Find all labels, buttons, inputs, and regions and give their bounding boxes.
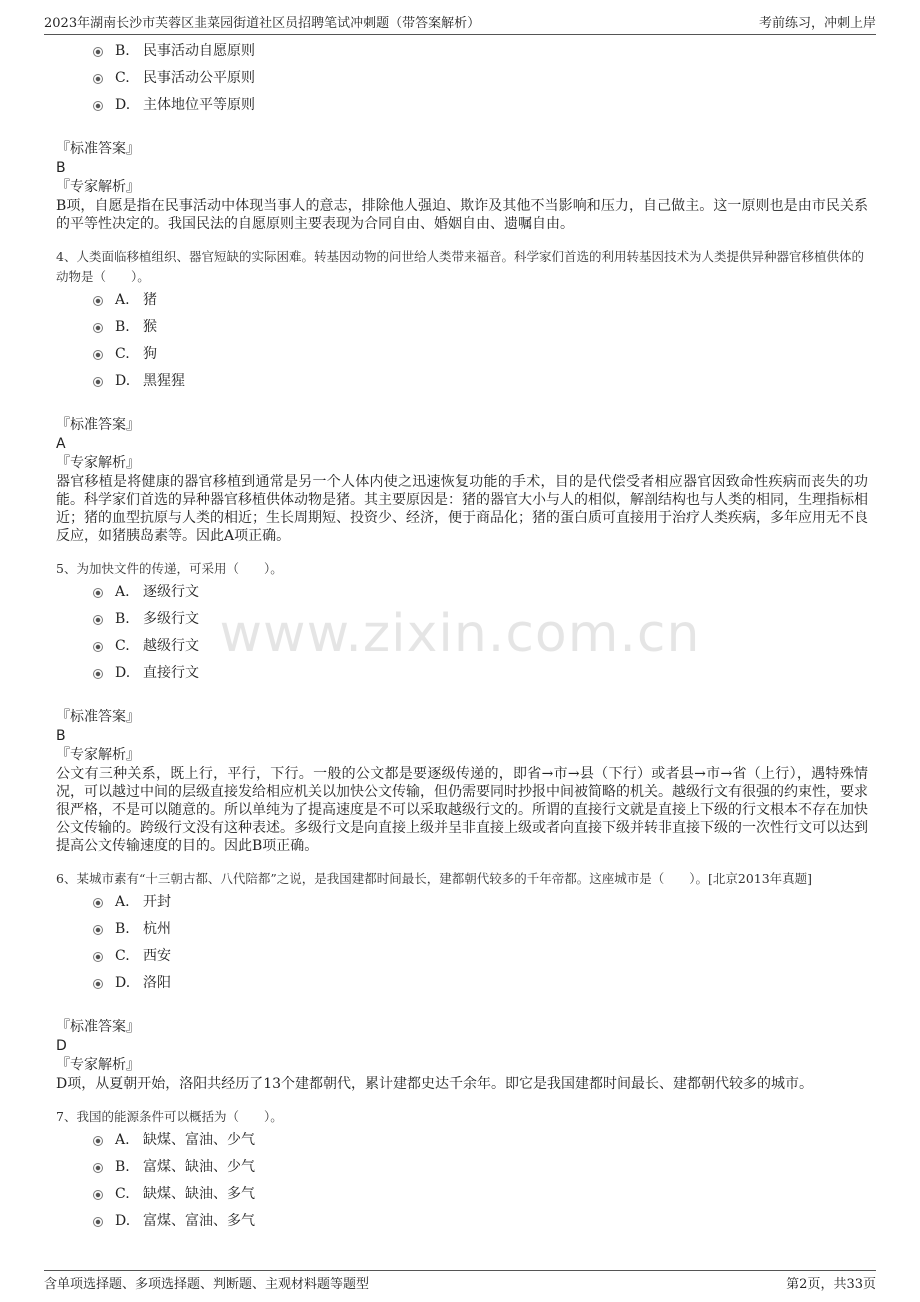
option-letter: D. (115, 975, 131, 991)
question-types-note: 含单项选择题、多项选择题、判断题、主观材料题等题型 (44, 1277, 370, 1292)
option-letter: C. (115, 948, 130, 964)
option-d[interactable] (56, 1208, 868, 1235)
option-letter: A. (115, 894, 130, 910)
question-stem: 6、某城市素有“十三朝古都、八代陪都”之说，是我国建都时间最长，建都朝代较多的千年帝都。这座城市是（ ）。[北京2013年真题] (56, 871, 813, 886)
radio-icon[interactable] (93, 1190, 103, 1200)
option-letter: D. (115, 373, 131, 389)
option-c[interactable] (56, 341, 868, 368)
option-text: 杭州 (143, 921, 171, 937)
option-b[interactable] (56, 1154, 868, 1181)
answer-value: B (56, 728, 66, 744)
radio-icon[interactable] (93, 1163, 103, 1173)
page-number: 第2页，共33页 (786, 1277, 876, 1292)
option-letter: A. (115, 584, 130, 600)
option-letter: A. (115, 292, 130, 308)
option-text: 主体地位平等原则 (143, 97, 255, 113)
radio-icon[interactable] (93, 1136, 103, 1146)
option-letter: D. (115, 1213, 131, 1229)
option-a[interactable] (56, 287, 868, 314)
question-stem: 4、人类面临移植组织、器官短缺的实际困难。转基因动物的问世给人类带来福音。科学家们首选的利用转基因技术为人类提供异种器官移植供体的动物是（ ）。 (56, 249, 864, 284)
analysis-text: 器官移植是将健康的器官移植到通常是另一个人体内使之迅速恢复功能的手术，目的是代偿受者相应器官因致命性疾病而丧失的功能。科学家们首选的异种器官移植供体动物是猪。其主要原因是：猪的器官大小与人的相似，解剖结构也与人类的相同，生理指标相近；猪的血型抗原与人类的相近；生长周期短、投资少、经济，便于商品化；猪的蛋白质可直接用于治疗人类疾病，多年应用无不良反应，如猪胰岛素等。因此A项正确。 (56, 474, 868, 544)
answer-value: D (56, 1038, 67, 1054)
option-text: 民事活动公平原则 (143, 70, 255, 86)
option-c[interactable] (56, 1181, 868, 1208)
analysis-label: 『专家解析』 (56, 179, 140, 195)
option-d[interactable] (56, 970, 868, 997)
option-text: 富煤、富油、多气 (143, 1213, 255, 1229)
option-text: 猴 (143, 319, 157, 335)
option-text: 猪 (143, 292, 157, 308)
document-title: 2023年湖南长沙市芙蓉区韭菜园街道社区员招聘笔试冲刺题（带答案解析） (44, 16, 481, 31)
answer-value: A (56, 436, 66, 452)
option-d[interactable] (56, 660, 868, 687)
radio-icon[interactable] (93, 979, 103, 989)
analysis-text: 公文有三种关系，既上行，平行，下行。一般的公文都是要逐级传递的，即省→市→县（下行）或者县→市→省（上行），遇特殊情况，可以越过中间的层级直接发给相应机关以加快公文传输，但仍需要同时抄报中间被简略的机关。越级行文有很强的约束性，要求很严格，不是可以随意的。所以单纯为了提高速度是不可以采取越级行文的。所谓的直接行文就是直接上下级的行文根本不存在加快公文传输的。跨级行文没有这种表述。多级行文是向直接上级并呈非直接上级或者向直接下级并转非直接下级的一次性行文可以达到提高公文传输速度的目的。因此B项正确。 (56, 766, 868, 854)
analysis-text: B项，自愿是指在民事活动中体现当事人的意志，排除他人强迫、欺诈及其他不当影响和压力，自己做主。这一原则也是由市民关系的平等性决定的。我国民法的自愿原则主要表现为合同自由、婚姻自由、遗嘱自由。 (56, 198, 868, 232)
radio-icon[interactable] (93, 323, 103, 333)
option-text: 民事活动自愿原则 (143, 43, 255, 59)
radio-icon[interactable] (93, 925, 103, 935)
option-text: 逐级行文 (143, 584, 199, 600)
answer-label: 『标准答案』 (56, 1019, 140, 1035)
page-footer (44, 1270, 876, 1295)
option-letter: B. (115, 319, 130, 335)
watermark: www.zixin.com.cn (219, 604, 701, 664)
option-letter: C. (115, 1186, 130, 1202)
question-stem: 7、我国的能源条件可以概括为（ ）。 (56, 1109, 283, 1124)
option-letter: B. (115, 921, 130, 937)
page-header (44, 10, 876, 35)
option-b[interactable] (56, 38, 868, 65)
option-letter: D. (115, 665, 131, 681)
header-slogan: 考前练习，冲刺上岸 (758, 16, 876, 31)
option-text: 缺煤、富油、少气 (143, 1132, 255, 1148)
option-text: 洛阳 (143, 975, 171, 991)
answer-label: 『标准答案』 (56, 709, 140, 725)
radio-icon[interactable] (93, 1217, 103, 1227)
option-letter: C. (115, 70, 130, 86)
option-d[interactable] (56, 92, 868, 119)
radio-icon[interactable] (93, 615, 103, 625)
option-text: 直接行文 (143, 665, 199, 681)
option-text: 富煤、缺油、少气 (143, 1159, 255, 1175)
radio-icon[interactable] (93, 350, 103, 360)
option-text: 缺煤、缺油、多气 (143, 1186, 255, 1202)
radio-icon[interactable] (93, 952, 103, 962)
radio-icon[interactable] (93, 642, 103, 652)
option-c[interactable] (56, 65, 868, 92)
radio-icon[interactable] (93, 588, 103, 598)
question-options (56, 579, 868, 687)
option-a[interactable] (56, 1127, 868, 1154)
radio-icon[interactable] (93, 74, 103, 84)
radio-icon[interactable] (93, 377, 103, 387)
option-b[interactable] (56, 314, 868, 341)
radio-icon[interactable] (93, 101, 103, 111)
option-b[interactable] (56, 606, 868, 633)
option-text: 越级行文 (143, 638, 199, 654)
answer-value: B (56, 160, 66, 176)
question-options (56, 287, 868, 395)
analysis-text: D项，从夏朝开始，洛阳共经历了13个建都朝代，累计建都史达千余年。即它是我国建都时间最长、建都朝代较多的城市。 (56, 1076, 814, 1092)
option-text: 黑猩猩 (143, 373, 185, 389)
radio-icon[interactable] (93, 296, 103, 306)
option-letter: A. (115, 1132, 130, 1148)
question-options (56, 1127, 868, 1235)
option-d[interactable] (56, 368, 868, 395)
option-text: 开封 (143, 894, 171, 910)
option-a[interactable] (56, 579, 868, 606)
option-text: 狗 (143, 346, 157, 362)
option-a[interactable] (56, 889, 868, 916)
analysis-label: 『专家解析』 (56, 747, 140, 763)
option-letter: B. (115, 1159, 130, 1175)
radio-icon[interactable] (93, 47, 103, 57)
option-letter: D. (115, 97, 131, 113)
answer-label: 『标准答案』 (56, 417, 140, 433)
option-text: 西安 (143, 948, 171, 964)
option-c[interactable] (56, 633, 868, 660)
question-stem: 5、为加快文件的传递，可采用（ ）。 (56, 561, 283, 576)
answer-label: 『标准答案』 (56, 141, 140, 157)
radio-icon[interactable] (93, 898, 103, 908)
analysis-label: 『专家解析』 (56, 1057, 140, 1073)
option-letter: C. (115, 346, 130, 362)
analysis-label: 『专家解析』 (56, 455, 140, 471)
page-content (56, 38, 868, 1235)
option-letter: C. (115, 638, 130, 654)
question-options (56, 889, 868, 997)
option-letter: B. (115, 611, 130, 627)
option-text: 多级行文 (143, 611, 199, 627)
radio-icon[interactable] (93, 669, 103, 679)
option-b[interactable] (56, 916, 868, 943)
option-letter: B. (115, 43, 130, 59)
option-c[interactable] (56, 943, 868, 970)
question-3-options (56, 38, 868, 119)
